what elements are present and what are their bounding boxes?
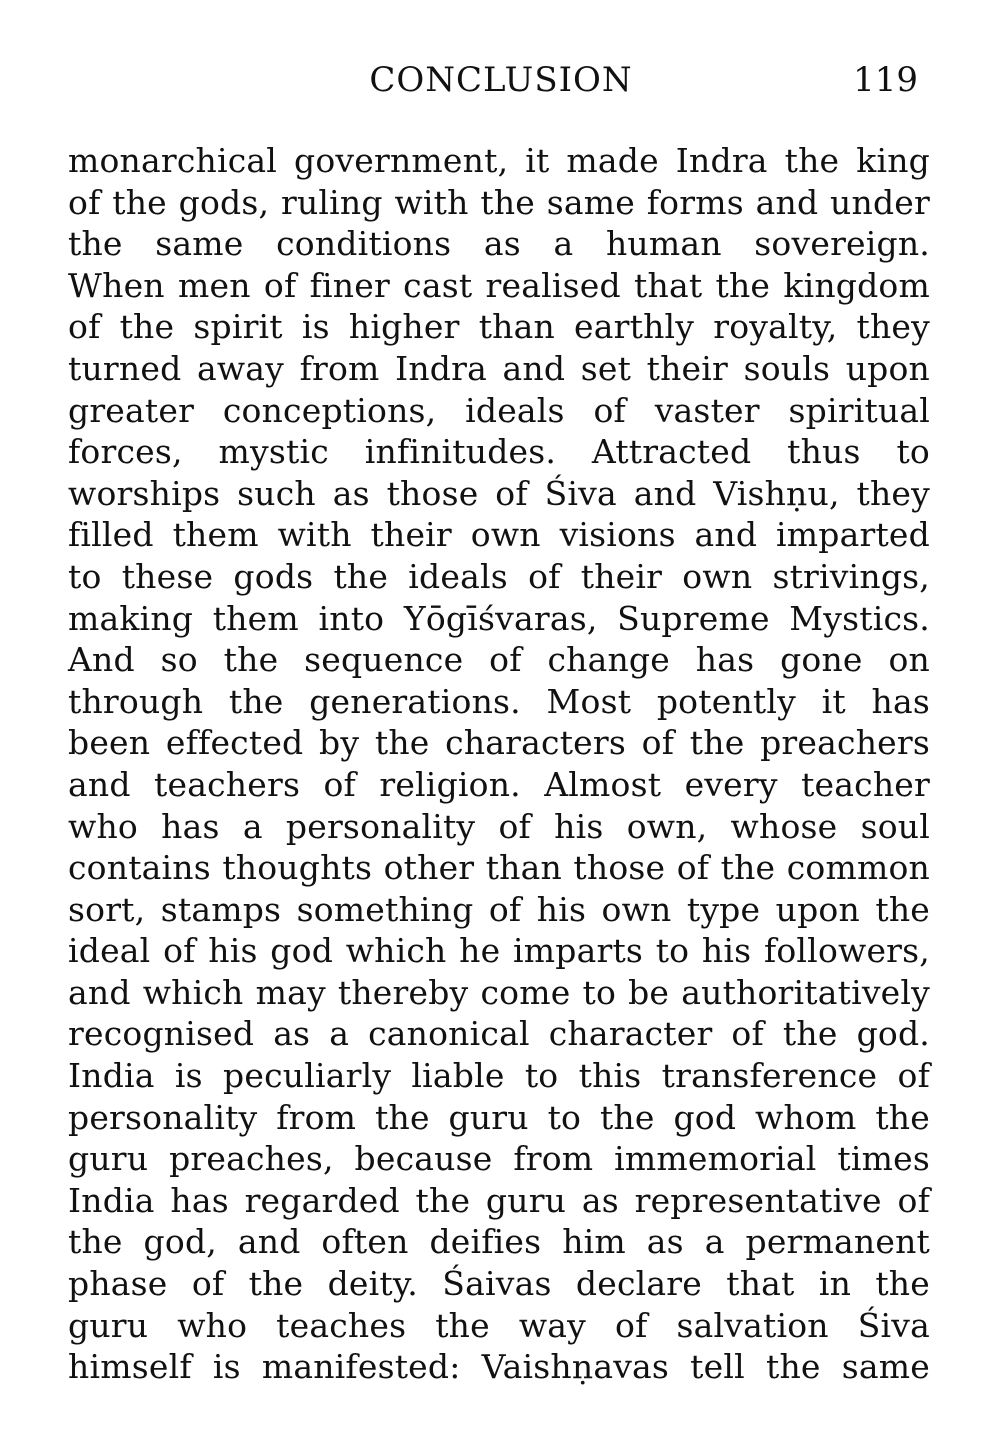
text-line: turned away from Indra and set their souls upon — [68, 348, 930, 388]
text-line: the same conditions as a human sovereign. — [68, 224, 930, 264]
text-line: of the spirit is higher than earthly royalty, they — [68, 307, 930, 347]
running-head — [70, 58, 932, 102]
text-line: the god, and often deifies him as a permanent — [68, 1222, 930, 1262]
text-line: and which may thereby come to be authoritatively — [68, 972, 930, 1012]
text-line: himself is manifested: Vaishṇavas tell the same — [68, 1347, 930, 1387]
text-line: guru preaches, because from immemorial times — [68, 1139, 930, 1179]
text-line: been effected by the characters of the preachers — [68, 723, 930, 763]
text-line: worships such as those of Śiva and Vishṇu, they — [68, 473, 930, 513]
text-line: of the gods, ruling with the same forms and under — [68, 182, 930, 222]
text-line: sort, stamps something of his own type upon the — [68, 889, 930, 929]
text-line: India has regarded the guru as representative of — [68, 1180, 930, 1220]
text-line: And so the sequence of change has gone on — [68, 640, 930, 680]
page-number: 119 — [853, 60, 918, 100]
text-line: greater conceptions, ideals of vaster spiritual — [68, 390, 930, 430]
text-line: and teachers of religion. Almost every teacher — [68, 764, 930, 804]
body-text — [68, 140, 930, 1388]
text-line: monarchical government, it made Indra the king — [68, 141, 930, 180]
text-line: phase of the deity. Śaivas declare that in the — [68, 1264, 930, 1304]
text-line: personality from the guru to the god whom the — [68, 1097, 930, 1137]
text-line: When men of finer cast realised that the kingdom — [68, 265, 930, 305]
text-line: filled them with their own visions and imparted — [68, 515, 930, 555]
text-line: forces, mystic infinitudes. Attracted thus to — [68, 432, 930, 472]
text-line: India is peculiarly liable to this transference of — [68, 1056, 930, 1096]
text-line: recognised as a canonical character of the god. — [68, 1014, 930, 1054]
text-line: contains thoughts other than those of the common — [68, 848, 930, 888]
text-line: ideal of his god which he imparts to his followers, — [68, 931, 930, 971]
text-line: guru who teaches the way of salvation Śiva — [68, 1305, 930, 1345]
text-line: making them into Yōgīśvaras, Supreme Mystics. — [68, 598, 930, 638]
text-line: to these gods the ideals of their own strivings, — [68, 556, 930, 596]
running-title: CONCLUSION — [369, 60, 633, 100]
text-line: who has a personality of his own, whose soul — [68, 806, 930, 846]
text-line: through the generations. Most potently it has — [68, 681, 930, 721]
